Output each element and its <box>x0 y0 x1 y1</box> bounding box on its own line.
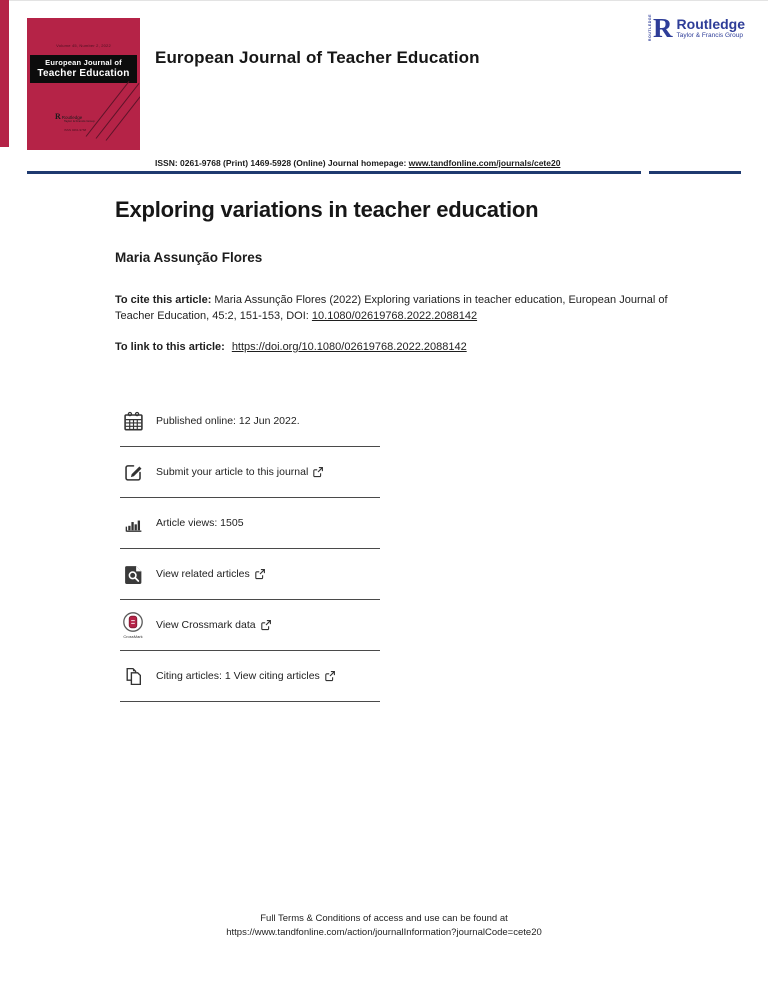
article-link-line <box>115 341 467 353</box>
routledge-mark-icon: ROUTLEDGE R <box>648 12 673 43</box>
cover-title-line1: European Journal of <box>45 58 122 67</box>
cover-title-banner <box>30 55 137 83</box>
terms-footer <box>0 912 768 940</box>
submit-article-label: Submit your article to this journal <box>156 466 309 478</box>
external-link-icon <box>254 568 266 580</box>
cite-label: To cite this article: <box>115 294 212 306</box>
document-search-icon <box>120 564 146 585</box>
crossmark-row[interactable] <box>120 600 380 651</box>
external-link-icon <box>312 466 324 478</box>
related-articles-row[interactable] <box>120 549 380 600</box>
doi-url-link[interactable]: https://doi.org/10.1080/02619768.2022.2088142 <box>231 341 467 353</box>
cover-volume-line: Volume 45, Number 2, 2022 <box>56 43 111 48</box>
cover-issn-small: ISSN 0261-9768 <box>64 128 87 132</box>
journal-title: European Journal of Teacher Education <box>155 48 480 67</box>
link-label: To link to this article: <box>115 341 225 353</box>
article-title: Exploring variations in teacher education <box>115 197 539 222</box>
citing-pages-icon <box>120 666 146 687</box>
article-views-row <box>120 498 380 549</box>
article-meta-rows <box>120 396 380 702</box>
journal-cover-thumbnail <box>27 18 140 150</box>
terms-line1: Full Terms & Conditions of access and use can be found at <box>260 913 508 924</box>
crossmark-caption: CrossMark <box>123 634 143 639</box>
publisher-tagline: Taylor & Francis Group <box>676 32 744 39</box>
citing-articles-label: Citing articles: 1 View citing articles <box>156 670 320 682</box>
publisher-name: Routledge <box>676 16 745 32</box>
cover-publisher-logo: RRoutledge Taylor & Francis Group <box>55 112 95 123</box>
published-online-row <box>120 396 380 447</box>
header-rule-left <box>27 171 641 174</box>
article-author: Maria Assunção Flores <box>115 250 263 265</box>
crossmark-icon <box>120 611 146 639</box>
calendar-icon <box>120 411 146 432</box>
citation-block <box>115 293 670 324</box>
published-online-label: Published online: 12 Jun 2022. <box>156 415 300 427</box>
publisher-logo <box>648 14 745 41</box>
external-link-icon <box>260 619 272 631</box>
page-top-edge <box>0 0 768 1</box>
doi-link[interactable]: 10.1080/02619768.2022.2088142 <box>311 309 478 322</box>
external-link-icon <box>324 670 336 682</box>
related-articles-label: View related articles <box>156 568 250 580</box>
article-views-label: Article views: 1505 <box>156 517 244 529</box>
cover-title-line2: Teacher Education <box>37 68 130 79</box>
cover-spine-strip <box>0 0 9 147</box>
crossmark-label: View Crossmark data <box>156 619 256 631</box>
bar-chart-icon <box>120 513 146 534</box>
cite-body: Maria Assunção Flores (2022) Exploring variations in teacher education, European Journal of Teacher Education, 45:2, 151-153, DOI: <box>115 294 668 322</box>
citing-articles-row[interactable] <box>120 651 380 702</box>
issn-homepage-line: ISSN: 0261-9768 (Print) 1469-5928 (Online) Journal homepage: www.tandfonline.com/journals/cete20 <box>155 158 561 168</box>
header-rule-right <box>649 171 741 174</box>
cover-diagonal-decoration <box>84 86 138 140</box>
journal-homepage-link[interactable]: www.tandfonline.com/journals/cete20 <box>408 158 561 168</box>
terms-line2[interactable]: https://www.tandfonline.com/action/journalInformation?journalCode=cete20 <box>226 927 542 938</box>
submit-article-row[interactable] <box>120 447 380 498</box>
submit-article-icon <box>120 462 146 483</box>
